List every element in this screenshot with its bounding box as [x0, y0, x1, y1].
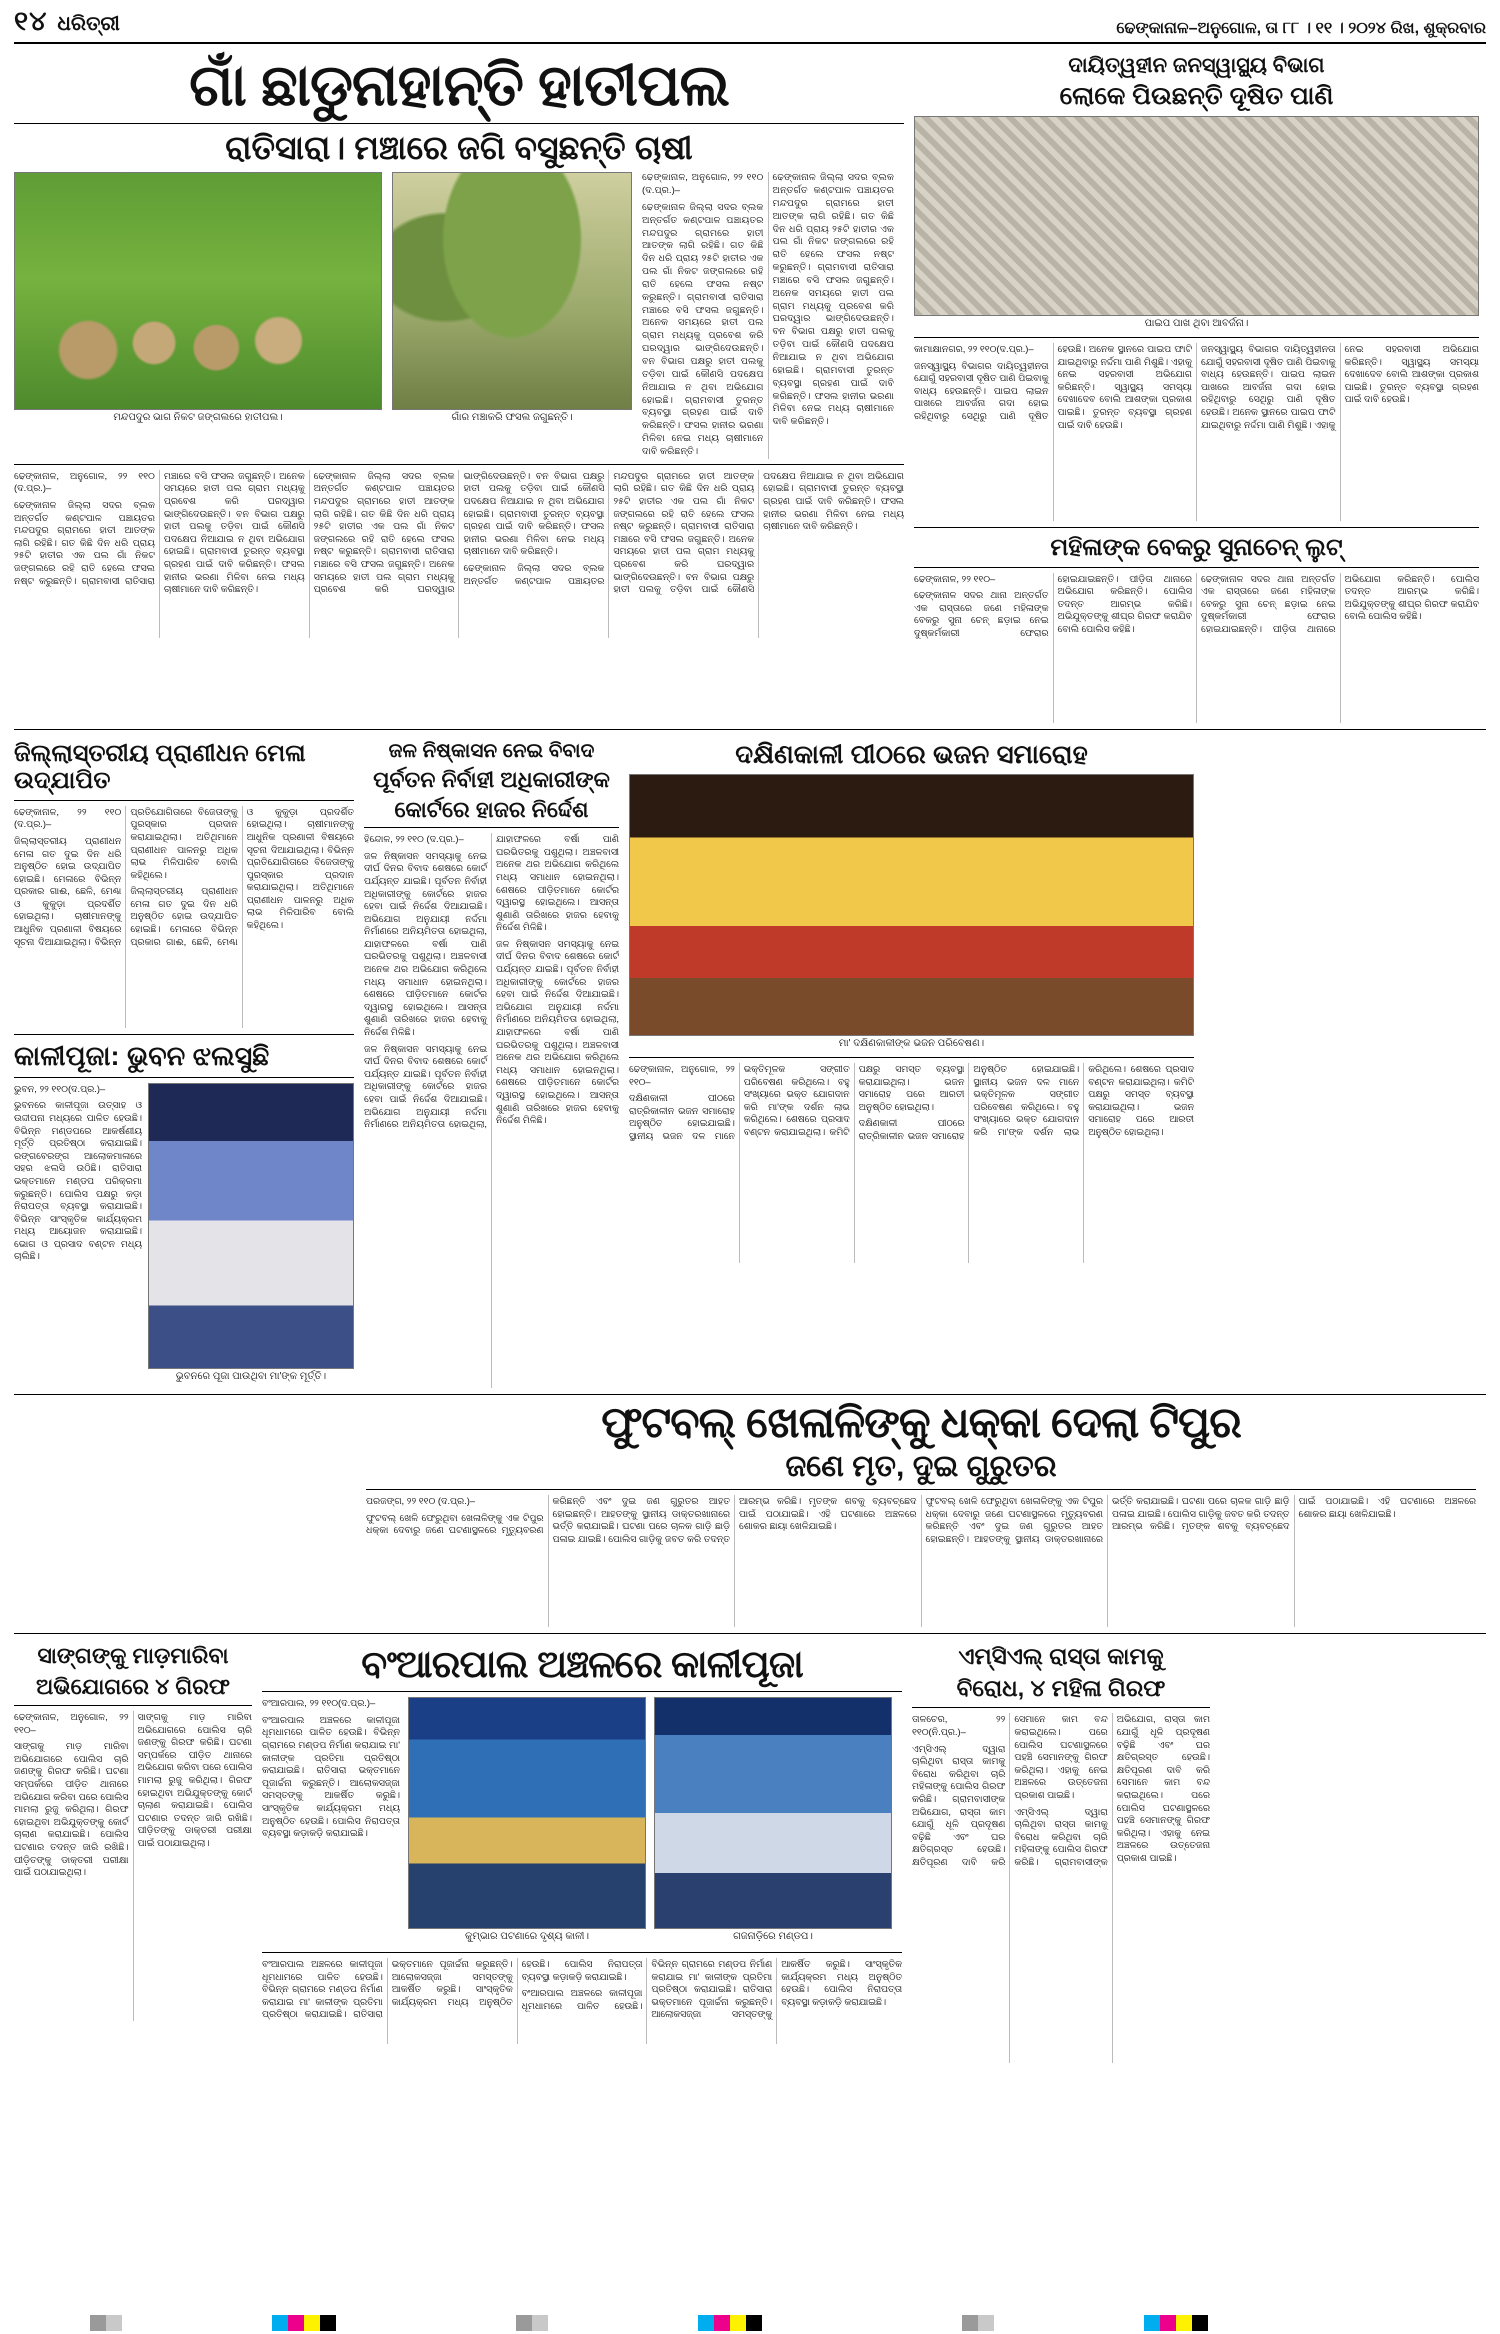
mcl-dateline: ତାଳଚେର, ୨୨ ୧୧୦(ନି.ପ୍ର.)– — [912, 1713, 1006, 1738]
page-number: ୧୪ — [14, 6, 48, 36]
kalipuja-text: ଭୁବନରେ କାଳୀପୂଜା ଉତ୍ସାହ ଓ ଉଦ୍ଦୀପନା ମଧ୍ୟରେ ପାଳିତ ହେଉଛି। ବିଭିନ୍ନ ମଣ୍ଡପରେ ଆକର୍ଷଣୀୟ ମୂର୍ତ୍ତି ପ୍ରତିଷ୍ଠା କରାଯାଇଛି। ରଙ୍ଗବେରଙ୍ଗ ଆଲୋକମାଳାରେ ସହର ଝଲସି ଉଠିଛି। ରାତିସାରା ଭକ୍ତମାନେ ମଣ୍ଡପ ପରିକ୍ରମା କରୁଛନ୍ତି। ପୋଲିସ ପକ୍ଷରୁ କଡ଼ା ନିରାପତ୍ତା ବ୍ୟବସ୍ଥା କରାଯାଇଛି। ବିଭିନ୍ନ ସାଂସ୍କୃତିକ କାର୍ଯ୍ୟକ୍ରମ ମଧ୍ୟ ଆୟୋଜନ କରାଯାଇଛି। ଭୋଗ ଓ ପ୍ରସାଦ ବଣ୍ଟନ ମଧ୍ୟ ଚାଲିଛି। — [14, 1099, 142, 1262]
lead-body-bottom — [14, 470, 904, 638]
banrapal-text: ବଂଆରପାଲ ଅଞ୍ଚଳରେ କାଳୀପୂଜା ଧୂମଧାମରେ ପାଳିତ ହେଉଛି। ବିଭିନ୍ନ ଗ୍ରାମରେ ମଣ୍ଡପ ନିର୍ମାଣ କରାଯାଇ ମା' କାଳୀଙ୍କ ପ୍ରତିମା ପ୍ରତିଷ୍ଠା କରାଯାଇଛି। ରାତିସାରା ଭକ୍ତମାନେ ପୂଜାର୍ଚ୍ଚନା କରୁଛନ୍ତି। ଆଲୋକସଜ୍ଜା ସମସ୍ତଙ୍କୁ ଆକର୍ଷିତ କରୁଛି। ସାଂସ୍କୃତିକ କାର୍ଯ୍ୟକ୍ରମ ମଧ୍ୟ ଅନୁଷ୍ଠିତ ହେଉଛି। ପୋଲିସ ନିରାପତ୍ତା ବ୍ୟବସ୍ଥା କଡ଼ାକଡ଼ି କରାଯାଇଛି। — [262, 1713, 400, 1839]
bhajan-headline: ଦକ୍ଷିଣକାଳୀ ପୀଠରେ ଭଜନ ସମାରୋହ — [735, 738, 1088, 769]
football-text-2: ଫୁଟବଲ୍ ଖେଳି ଫେରୁଥିବା ଖେଳାଳିଙ୍କୁ ଏକ ଟିପୁର ଧକ୍କା ଦେବାରୁ ଜଣେ ଘଟଣାସ୍ଥଳରେ ମୃତ୍ୟୁବରଣ କରିଛନ୍ତି ଏବଂ ଦୁଇ ଜଣ ଗୁରୁତର ଆହତ ହୋଇଛନ୍ତି। ଆହତଙ୍କୁ ସ୍ଥାନୀୟ ଡାକ୍ତରଖାନାରେ ଭର୍ତ୍ତି କରାଯାଇଛି। ଘଟଣା ପରେ ଚାଳକ ଗାଡ଼ି ଛାଡ଼ି ପଳାଇ ଯାଇଛି। ପୋଲିସ ଗାଡ଼ିକୁ ଜବତ କରି ତଦନ୍ତ ଆରମ୍ଭ କରିଛି। ମୃତଙ୍କ ଶବକୁ ବ୍ୟବଚ୍ଛେଦ ପାଇଁ ପଠାଯାଇଛି। ଏହି ଘଟଣାରେ ଅଞ୍ଚଳରେ ଶୋକର ଛାୟା ଖେଳିଯାଇଛି। — [925, 1495, 1476, 1545]
banrapal-dateline: ବଂଆରପାଲ, ୨୨ ୧୧୦(ଦ.ପ୍ର.)– — [262, 1697, 376, 1709]
arrest-headline-2: ଅଭିଯୋଗରେ ୪ ଗିରଫ — [35, 1673, 231, 1699]
banrapal-headline: ବଂଆରପାଲ ଅଞ୍ଚଳରେ କାଳୀପୂଜା — [361, 1644, 803, 1687]
bhajan-story — [629, 736, 1194, 1389]
lead-body-par-1: ଢେଙ୍କାନାଳ ଜିଲ୍ଲା ସଦର ବ୍ଲକ ଅନ୍ତର୍ଗତ କଣ୍ଟପାଳ ପଞ୍ଚାୟତର ମନ୍ଦପଦୁର ଗ୍ରାମରେ ହାତୀ ଆତଙ୍କ ଲାଗି ରହିଛି। ଗତ କିଛି ଦିନ ଧରି ପ୍ରାୟ ୨୫ଟି ହାତୀର ଏକ ପଲ ଗାଁ ନିକଟ ଜଙ୍ଗଲରେ ରହି ରାତି ହେଲେ ଫସଲ ନଷ୍ଟ କରୁଛନ୍ତି। ଗ୍ରାମବାସୀ ରାତିସାରା ମଞ୍ଚାରେ ବସି ଫସଲ ଜଗୁଛନ୍ତି। ଅନେକ ସମୟରେ ହାତୀ ପଲ ଗ୍ରାମ ମଧ୍ୟକୁ ପ୍ରବେଶ କରି ଘରଦ୍ୱାର ଭାଙ୍ଗିଦେଉଛନ୍ତି। ବନ ବିଭାଗ ପକ୍ଷରୁ ହାତୀ ପଲକୁ ତଡ଼ିବା ପାଇଁ କୌଣସି ପଦକ୍ଷେପ ନିଆଯାଇ ନ ଥିବା ଅଭିଯୋଗ ହୋଇଛି। ଗ୍ରାମବାସୀ ତୁରନ୍ତ ବ୍ୟବସ୍ଥା ଗ୍ରହଣ ପାଇଁ ଦାବି କରିଛନ୍ତି। ଫସଲ ହାନୀର ଭରଣା ମିଳିବା ନେଇ ମଧ୍ୟ ଚାଷୀମାନେ ଦାବି କରିଛନ୍ତି। — [14, 469, 305, 595]
bhajan-body — [629, 1063, 1194, 1263]
arrest-text-2: ସାଙ୍ଗକୁ ମାଡ଼ ମାରିବା ଅଭିଯୋଗରେ ପୋଲିସ ଚାରି ଜଣଙ୍କୁ ଗିରଫ କରିଛି। ଘଟଣା ସମ୍ପର୍କରେ ପୀଡ଼ିତ ଥାନାରେ ଅଭିଯୋଗ କରିବା ପରେ ପୋଲିସ ମାମଲା ରୁଜୁ କରିଥିଲା। ଗିରଫ ହୋଇଥିବା ଅଭିଯୁକ୍ତଙ୍କୁ କୋର୍ଟ ଚାଲାଣ କରାଯାଇଛି। ପୋଲିସ ଘଟଣାର ତଦନ୍ତ ଜାରି ରଖିଛି। ପୀଡ଼ିତଙ୍କୁ ଡାକ୍ତରୀ ପରୀକ୍ଷା ପାଇଁ ପଠାଯାଇଥିଲା। — [137, 1711, 252, 1848]
arrest-body — [14, 1711, 252, 2021]
bhajan-dateline: ଢେଙ୍କାନାଳ, ଅନୁଗୋଳ, ୨୨ ୧୧୦– — [629, 1064, 735, 1087]
court-headline-1: ଜଳ ନିଷ୍କାସନ ନେଇ ବିବାଦ — [388, 739, 595, 762]
lead-dateline-2: ଢେଙ୍କାନାଳ, ଅନୁଗୋଳ, ୨୨ ୧୧୦ (ଦ.ପ୍ର.)– — [14, 469, 155, 494]
football-dateline: ପରଜଙ୍ଗ, ୨୨ ୧୧୦ (ଦ.ପ୍ର.)– — [366, 1495, 476, 1507]
arrest-story — [14, 1640, 252, 2063]
court-headline-2: ପୂର୍ବତନ ନିର୍ବାହୀ ଅଧିକାରୀଙ୍କ — [373, 766, 610, 792]
water-headline-1: ଦାୟିତ୍ୱହୀନ ଜନସ୍ୱାସ୍ଥ୍ୟ ବିଭାଗ — [1068, 54, 1325, 77]
lead-body-par-3: ଢେଙ୍କାନାଳ ଜିଲ୍ଲା ସଦର ବ୍ଲକ ଅନ୍ତର୍ଗତ କଣ୍ଟପାଳ ପଞ୍ଚାୟତର ମନ୍ଦପଦୁର ଗ୍ରାମରେ ହାତୀ ଆତଙ୍କ ଲାଗି ରହିଛି। ଗତ କିଛି ଦିନ ଧରି ପ୍ରାୟ ୨୫ଟି ହାତୀର ଏକ ପଲ ଗାଁ ନିକଟ ଜଙ୍ଗଲରେ ରହି ରାତି ହେଲେ ଫସଲ ନଷ୍ଟ କରୁଛନ୍ତି। ଗ୍ରାମବାସୀ ରାତିସାରା ମଞ୍ଚାରେ ବସି ଫସଲ ଜଗୁଛନ୍ତି। ଅନେକ ସମୟରେ ହାତୀ ପଲ ଗ୍ରାମ ମଧ୍ୟକୁ ପ୍ରବେଶ କରି ଘରଦ୍ୱାର ଭାଙ୍ଗିଦେଉଛନ୍ତି। ବନ ବିଭାଗ ପକ୍ଷରୁ ହାତୀ ପଲକୁ ତଡ଼ିବା ପାଇଁ କୌଣସି ପଦକ୍ଷେପ ନିଆଯାଇ ନ ଥିବା ଅଭିଯୋଗ ହୋଇଛି। ଗ୍ରାମବାସୀ ତୁରନ୍ତ ବ୍ୟବସ୍ଥା ଗ୍ରହଣ ପାଇଁ ଦାବି କରିଛନ୍ତି। ଫସଲ ହାନୀର ଭରଣା ମିଳିବା ନେଇ ମଧ୍ୟ ଚାଷୀମାନେ ଦାବି କରିଛନ୍ତି। — [463, 469, 904, 595]
water-text-2: ଜନସ୍ୱାସ୍ଥ୍ୟ ବିଭାଗର ଦାୟିତ୍ୱହୀନତା ଯୋଗୁଁ ସହରବାସୀ ଦୂଷିତ ପାଣି ପିଇବାକୁ ବାଧ୍ୟ ହେଉଛନ୍ତି। ପାଇପ ଲାଇନ ପାଖରେ ଆବର୍ଜନା ଗଦା ହୋଇ ରହିଥିବାରୁ ସେଥିରୁ ପାଣି ଦୂଷିତ ହେଉଛି। ଅନେକ ସ୍ଥାନରେ ପାଇପ ଫାଟି ଯାଇଥିବାରୁ ନର୍ଦ୍ଦମା ପାଣି ମିଶୁଛି। ଏହାକୁ ନେଇ ସହରବାସୀ ଅଭିଯୋଗ କରିଛନ୍ତି। ସ୍ୱାସ୍ଥ୍ୟ ସମସ୍ୟା ଦେଖାଦେବ ବୋଲି ଆଶଙ୍କା ପ୍ରକାଶ ପାଇଛି। ତୁରନ୍ତ ବ୍ୟବସ୍ଥା ଗ୍ରହଣ ପାଇଁ ଦାବି ହେଉଛି। — [1201, 342, 1479, 430]
photo-kali-caption: ଭୁବନରେ ପୂଜା ପାଉଥିବା ମା'ଙ୍କ ମୂର୍ତ୍ତି। — [175, 1370, 327, 1382]
football-subhead: ଜଣେ ମୃତ, ଦୁଇ ଗୁରୁତର — [785, 1450, 1057, 1484]
water-text-1: ଜନସ୍ୱାସ୍ଥ୍ୟ ବିଭାଗର ଦାୟିତ୍ୱହୀନତା ଯୋଗୁଁ ସହରବାସୀ ଦୂଷିତ ପାଣି ପିଇବାକୁ ବାଧ୍ୟ ହେଉଛନ୍ତି। ପାଇପ ଲାଇନ ପାଖରେ ଆବର୍ଜନା ଗଦା ହୋଇ ରହିଥିବାରୁ ସେଥିରୁ ପାଣି ଦୂଷିତ ହେଉଛି। ଅନେକ ସ୍ଥାନରେ ପାଇପ ଫାଟି ଯାଇଥିବାରୁ ନର୍ଦ୍ଦମା ପାଣି ମିଶୁଛି। ଏହାକୁ ନେଇ ସହରବାସୀ ଅଭିଯୋଗ କରିଛନ୍ତି। ସ୍ୱାସ୍ଥ୍ୟ ସମସ୍ୟା ଦେଖାଦେବ ବୋଲି ଆଶଙ୍କା ପ୍ରକାଶ ପାଇଛି। ତୁରନ୍ତ ବ୍ୟବସ୍ଥା ଗ୍ରହଣ ପାଇଁ ଦାବି ହେଉଛି। — [914, 342, 1192, 430]
lead-subhead: ରାତିସାରା। ମଞ୍ଚାରେ ଜଗି ବସୁଛନ୍ତି ଚାଷୀ — [225, 128, 693, 166]
water-headline-2: ଲୋକେ ପିଉଛନ୍ତି ଦୂଷିତ ପାଣି — [1059, 82, 1334, 111]
court-text-2: ଜଳ ନିଷ୍କାସନ ସମସ୍ୟାକୁ ନେଇ ଦୀର୍ଘ ଦିନର ବିବାଦ ଶେଷରେ କୋର୍ଟ ପର୍ଯ୍ୟନ୍ତ ଯାଇଛି। ପୂର୍ବତନ ନିର୍ବାହୀ ଅଧିକାରୀଙ୍କୁ କୋର୍ଟରେ ହାଜର ହେବା ପାଇଁ ନିର୍ଦ୍ଦେଶ ଦିଆଯାଇଛି। ଅଭିଯୋଗ ଅନୁଯାୟୀ ନର୍ଦ୍ଦମା ନିର୍ମାଣରେ ଅନିୟମିତତା ହୋଇଥିଲା, ଯାହାଫଳରେ ବର୍ଷା ପାଣି ଘରଭିତରକୁ ପଶୁଥିଲା। ଅଞ୍ଚଳବାସୀ ଅନେକ ଥର ଅଭିଯୋଗ କରିଥିଲେ ମଧ୍ୟ ସମାଧାନ ହୋଇନଥିଲା। ଶେଷରେ ପୀଡ଼ିତମାନେ କୋର୍ଟର ଦ୍ୱାରସ୍ଥ ହୋଇଥିଲେ। ଆସନ୍ତା ଶୁଣାଣି ତାରିଖରେ ହାଜର ହେବାକୁ ନିର୍ଦ୍ଦେଶ ମିଳିଛି। — [364, 833, 619, 1130]
gold-dateline: ଢେଙ୍କାନାଳ, ୨୨ ୧୧୦– — [914, 572, 996, 584]
lead-story — [14, 50, 904, 723]
gold-body — [914, 573, 1479, 723]
court-story — [364, 736, 619, 1389]
lead-body-top — [642, 172, 894, 459]
mcl-headline-2: ବିରୋଧ, ୪ ମହିଳା ଗିରଫ — [956, 1674, 1166, 1701]
arrest-headline-1: ସାଙ୍ଗଙ୍କୁ ମାଡ଼ମାରିବା — [37, 1643, 229, 1669]
reg-group-5 — [962, 2315, 994, 2331]
kalipuja-dateline: ଭୁବନ, ୨୨ ୧୧୦(ଦ.ପ୍ର.)– — [14, 1082, 106, 1094]
mcl-headline-1: ଏମ୍‌ସିଏଲ୍ ରାସ୍ତା କାମକୁ — [958, 1643, 1164, 1670]
arrest-dateline: ଢେଙ୍କାନାଳ, ଅନୁଗୋଳ, ୨୨ ୧୧୦– — [14, 1711, 129, 1735]
lead-dateline: ଢେଙ୍କାନାଳ, ଅନୁଗୋଳ, ୨୨ ୧୧୦ (ଦ.ପ୍ର.)– — [642, 172, 764, 197]
reg-group-3 — [516, 2315, 548, 2331]
photo-bhajan-caption: ମା' ଦକ୍ଷିଣକାଳୀଙ୍କ ଭଜନ ପରିବେଷଣ। — [838, 1038, 985, 1050]
lead-headline: ଗାଁ ଛାଡୁନାହାନ୍ତି ହାତୀପଲ — [189, 53, 729, 118]
banrapal-story — [262, 1640, 902, 2063]
reg-group-2 — [272, 2315, 336, 2331]
photo-idol2-caption: ଗଜନାଡ଼ିରେ ମଣ୍ଡପ। — [733, 1931, 813, 1943]
photo-idol1-caption: କୁମ୍ଭାର ପଟଣାରେ ଦୃଶ୍ୟ କାଳୀ। — [465, 1931, 589, 1943]
water-body — [914, 343, 1479, 521]
reg-group-6 — [1144, 2315, 1208, 2331]
fair-body — [14, 806, 354, 1028]
middle-block — [14, 736, 1486, 1389]
photo-bhajan — [629, 774, 1194, 1036]
reg-group-1 — [90, 2315, 122, 2331]
football-headline: ଫୁଟବଲ୍ ଖେଳାଳିଙ୍କୁ ଧକ୍କା ଦେଲା ଟିପୁର — [601, 1399, 1241, 1448]
football-body — [366, 1495, 1476, 1627]
banrapal-body-bottom — [262, 1958, 902, 2044]
publication-logo: ଧରିତ୍ରୀ — [57, 13, 120, 35]
photo-elephants-caption: ମନ୍ଦପଦୁର ଭାଗ ନିକଟ ଜଙ୍ଗଲରେ ହାତୀପଲ। — [113, 412, 283, 424]
court-text-1: ଜଳ ନିଷ୍କାସନ ସମସ୍ୟାକୁ ନେଇ ଦୀର୍ଘ ଦିନର ବିବାଦ ଶେଷରେ କୋର୍ଟ ପର୍ଯ୍ୟନ୍ତ ଯାଇଛି। ପୂର୍ବତନ ନିର୍ବାହୀ ଅଧିକାରୀଙ୍କୁ କୋର୍ଟରେ ହାଜର ହେବା ପାଇଁ ନିର୍ଦ୍ଦେଶ ଦିଆଯାଇଛି। ଅଭିଯୋଗ ଅନୁଯାୟୀ ନର୍ଦ୍ଦମା ନିର୍ମାଣରେ ଅନିୟମିତତା ହୋଇଥିଲା, ଯାହାଫଳରେ ବର୍ଷା ପାଣି ଘରଭିତରକୁ ପଶୁଥିଲା। ଅଞ୍ଚଳବାସୀ ଅନେକ ଥର ଅଭିଯୋଗ କରିଥିଲେ ମଧ୍ୟ ସମାଧାନ ହୋଇନଥିଲା। ଶେଷରେ ପୀଡ଼ିତମାନେ କୋର୍ଟର ଦ୍ୱାରସ୍ଥ ହୋଇଥିଲେ। ଆସନ୍ତା ଶୁଣାଣି ତାରିଖରେ ହାଜର ହେବାକୁ ନିର୍ଦ୍ଦେଶ ମିଳିଛି। — [364, 849, 487, 1038]
mcl-text-1: ଏମ୍‌ସିଏଲ୍ ଦ୍ୱାରା ଚାଲିଥିବା ରାସ୍ତା କାମକୁ ବିରୋଧ କରିଥିବା ଚାରି ମହିଳାଙ୍କୁ ପୋଲିସ ଗିରଫ କରିଛି। ଗ୍ରାମବାସୀଙ୍କ ଅଭିଯୋଗ, ରାସ୍ତା କାମ ଯୋଗୁଁ ଧୂଳି ପ୍ରଦୂଷଣ ବଢ଼ିଛି ଏବଂ ଘର କ୍ଷତିଗ୍ରସ୍ତ ହେଉଛି। କ୍ଷତିପୂରଣ ଦାବି କରି ସେମାନେ କାମ ବନ୍ଦ କରାଇଥିଲେ। ପରେ ପୋଲିସ ଘଟଣାସ୍ଥଳରେ ପହଞ୍ଚି ସେମାନଙ୍କୁ ଗିରଫ କରିଥିଲା। ଏହାକୁ ନେଇ ଅଞ୍ଚଳରେ ଉତ୍ତେଜନା ପ୍ରକାଶ ପାଇଛି। — [912, 1713, 1108, 1867]
photo-idol-gajanadi — [654, 1697, 892, 1929]
photo-kali-idol — [148, 1083, 354, 1369]
masthead-dateline: ଢେଙ୍କାନାଳ–ଅନୁଗୋଳ, ତା ୮୮ । ୧୧ । ୨୦୨୪ ରିଖ, ଶୁକ୍ରବାର — [1116, 20, 1486, 37]
gold-text-2: ଢେଙ୍କାନାଳ ସଦର ଥାନା ଅନ୍ତର୍ଗତ ଏକ ରାସ୍ତାରେ ଜଣେ ମହିଳାଙ୍କ ବେକରୁ ସୁନା ଚେନ୍ ଛଡ଼ାଇ ନେଇ ଦୁଷ୍କର୍ମକାରୀ ଫେରାର ହୋଇଯାଇଛନ୍ତି। ପୀଡ଼ିତା ଥାନାରେ ଅଭିଯୋଗ କରିଛନ୍ତି। ପୋଲିସ ତଦନ୍ତ ଆରମ୍ଭ କରିଛି। ଅଭିଯୁକ୍ତଙ୍କୁ ଶୀଘ୍ର ଗିରଫ କରାଯିବ ବୋଲି ପୋଲିସ କହିଛି। — [1201, 572, 1479, 634]
photo-garbage-caption: ପାଇପ ପାଖ ଥିବା ଆବର୍ଜନା। — [1144, 317, 1249, 329]
photo-idol-kumbhar — [408, 1697, 646, 1929]
photo-tree-caption: ଗାଁର ମଞ୍ଚାକରି ଫସଲ ଜଗୁଛନ୍ତି। — [451, 412, 573, 424]
photo-garbage — [914, 116, 1479, 316]
banrapal-body — [262, 1697, 400, 1947]
fair-headline: ଜିଲ୍ଲାସ୍ତରୀୟ ପ୍ରାଣୀଧନ ମେଳା ଉଦ୍ଯାପିତ — [14, 739, 306, 795]
lead-body-par-2: ଢେଙ୍କାନାଳ ଜିଲ୍ଲା ସଦର ବ୍ଲକ ଅନ୍ତର୍ଗତ କଣ୍ଟପାଳ ପଞ୍ଚାୟତର ମନ୍ଦପଦୁର ଗ୍ରାମରେ ହାତୀ ଆତଙ୍କ ଲାଗି ରହିଛି। ଗତ କିଛି ଦିନ ଧରି ପ୍ରାୟ ୨୫ଟି ହାତୀର ଏକ ପଲ ଗାଁ ନିକଟ ଜଙ୍ଗଲରେ ରହି ରାତି ହେଲେ ଫସଲ ନଷ୍ଟ କରୁଛନ୍ତି। ଗ୍ରାମବାସୀ ରାତିସାରା ମଞ୍ଚାରେ ବସି ଫସଲ ଜଗୁଛନ୍ତି। ଅନେକ ସମୟରେ ହାତୀ ପଲ ଗ୍ରାମ ମଧ୍ୟକୁ ପ୍ରବେଶ କରି ଘରଦ୍ୱାର ଭାଙ୍ଗିଦେଉଛନ୍ତି। ବନ ବିଭାଗ ପକ୍ଷରୁ ହାତୀ ପଲକୁ ତଡ଼ିବା ପାଇଁ କୌଣସି ପଦକ୍ଷେପ ନିଆଯାଇ ନ ଥିବା ଅଭିଯୋଗ ହୋଇଛି। ଗ୍ରାମବାସୀ ତୁରନ୍ତ ବ୍ୟବସ୍ଥା ଗ୍ରହଣ ପାଇଁ ଦାବି କରିଛନ୍ତି। ଫସଲ ହାନୀର ଭରଣା ମିଳିବା ନେଇ ମଧ୍ୟ ଚାଷୀମାନେ ଦାବି କରିଛନ୍ତି। — [313, 469, 605, 595]
bottom-block — [14, 1640, 1486, 2063]
bhajan-text-2: ଦକ୍ଷିଣକାଳୀ ପୀଠରେ ରାତ୍ରିକାଳୀନ ଭଜନ ସମାରୋହ ଅନୁଷ୍ଠିତ ହୋଇଯାଇଛି। ସ୍ଥାନୀୟ ଭଜନ ଦଳ ମାନେ ଭକ୍ତିମୂଳକ ସଙ୍ଗୀତ ପରିବେଷଣ କରିଥିଲେ। ବହୁ ସଂଖ୍ୟାରେ ଭକ୍ତ ଯୋଗଦାନ କରି ମା'ଙ୍କ ଦର୍ଶନ ଲାଭ କରିଥିଲେ। ଶେଷରେ ପ୍ରସାଦ ବଣ୍ଟନ କରାଯାଇଥିଲା। କମିଟି ପକ୍ଷରୁ ସମସ୍ତ ବ୍ୟବସ୍ଥା କରାଯାଇଥିଲା। ଭଜନ ସମାରୋହ ପରେ ଆରତୀ ଅନୁଷ୍ଠିତ ହୋଇଥିଲା। — [858, 1064, 1194, 1141]
court-headline-3: କୋର୍ଟରେ ହାଜର ନିର୍ଦ୍ଦେଶ — [394, 796, 589, 822]
mcl-body — [912, 1713, 1210, 2063]
banrapal-text-b2: ବଂଆରପାଲ ଅଞ୍ଚଳରେ କାଳୀପୂଜା ଧୂମଧାମରେ ପାଳିତ ହେଉଛି। ବିଭିନ୍ନ ଗ୍ରାମରେ ମଣ୍ଡପ ନିର୍ମାଣ କରାଯାଇ ମା' କାଳୀଙ୍କ ପ୍ରତିମା ପ୍ରତିଷ୍ଠା କରାଯାଇଛି। ରାତିସାରା ଭକ୍ତମାନେ ପୂଜାର୍ଚ୍ଚନା କରୁଛନ୍ତି। ଆଲୋକସଜ୍ଜା ସମସ୍ତଙ୍କୁ ଆକର୍ଷିତ କରୁଛି। ସାଂସ୍କୃତିକ କାର୍ଯ୍ୟକ୍ରମ ମଧ୍ୟ ଅନୁଷ୍ଠିତ ହେଉଛି। ପୋଲିସ ନିରାପତ୍ତା ବ୍ୟବସ୍ଥା କଡ଼ାକଡ଼ି କରାଯାଇଛି। — [521, 1959, 902, 2019]
kalipuja-body — [14, 1083, 142, 1383]
arrest-text-1: ସାଙ୍ଗକୁ ମାଡ଼ ମାରିବା ଅଭିଯୋଗରେ ପୋଲିସ ଚାରି ଜଣଙ୍କୁ ଗିରଫ କରିଛି। ଘଟଣା ସମ୍ପର୍କରେ ପୀଡ଼ିତ ଥାନାରେ ଅଭିଯୋଗ କରିବା ପରେ ପୋଲିସ ମାମଲା ରୁଜୁ କରିଥିଲା। ଗିରଫ ହୋଇଥିବା ଅଭିଯୁକ୍ତଙ୍କୁ କୋର୍ଟ ଚାଲାଣ କରାଯାଇଛି। ପୋଲିସ ଘଟଣାର ତଦନ୍ତ ଜାରି ରଖିଛି। ପୀଡ଼ିତଙ୍କୁ ଡାକ୍ତରୀ ପରୀକ୍ଷା ପାଇଁ ପଠାଯାଇଥିଲା। — [14, 1740, 129, 1878]
gold-headline: ମହିଳାଙ୍କ ବେକରୁ ସୁନାଚେନ୍ ଲୁଟ୍ — [1050, 533, 1343, 561]
photo-elephants — [14, 172, 382, 410]
bhajan-text-1: ଦକ୍ଷିଣକାଳୀ ପୀଠରେ ରାତ୍ରିକାଳୀନ ଭଜନ ସମାରୋହ ଅନୁଷ୍ଠିତ ହୋଇଯାଇଛି। ସ୍ଥାନୀୟ ଭଜନ ଦଳ ମାନେ ଭକ୍ତିମୂଳକ ସଙ୍ଗୀତ ପରିବେଷଣ କରିଥିଲେ। ବହୁ ସଂଖ୍ୟାରେ ଭକ୍ତ ଯୋଗଦାନ କରି ମା'ଙ୍କ ଦର୍ଶନ ଲାଭ କରିଥିଲେ। ଶେଷରେ ପ୍ରସାଦ ବଣ୍ଟନ କରାଯାଇଥିଲା। କମିଟି ପକ୍ଷରୁ ସମସ୍ତ ବ୍ୟବସ୍ଥା କରାଯାଇଥିଲା। ଭଜନ ସମାରୋହ ପରେ ଆରତୀ ଅନୁଷ୍ଠିତ ହୋଇଥିଲା। — [629, 1064, 965, 1141]
fair-text-1: ଜିଲ୍ଲାସ୍ତରୀୟ ପ୍ରାଣୀଧନ ମେଳା ଗତ ଦୁଇ ଦିନ ଧରି ଅନୁଷ୍ଠିତ ହୋଇ ଉଦ୍ଯାପିତ ହୋଇଛି। ମେଳାରେ ବିଭିନ୍ନ ପ୍ରକାର ଗାଈ, ଛେଳି, ମେଣ୍ଢା ଓ କୁକୁଡ଼ା ପ୍ରଦର୍ଶିତ ହୋଇଥିଲା। ଚାଷୀମାନଙ୍କୁ ଆଧୁନିକ ପ୍ରଣାଳୀ ବିଷୟରେ ସୂଚନା ଦିଆଯାଇଥିଲା। ବିଭିନ୍ନ ପ୍ରତିଯୋଗିତାରେ ବିଜେତାଙ୍କୁ ପୁରସ୍କାର ପ୍ରଦାନ କରାଯାଇଥିଲା। ଅତିଥିମାନେ ପ୍ରାଣୀଧନ ପାଳନରୁ ଅଧିକ ଲାଭ ମିଳିପାରିବ ବୋଲି କହିଥିଲେ। — [14, 805, 238, 947]
football-story — [366, 1401, 1476, 1627]
football-text-1: ଫୁଟବଲ୍ ଖେଳି ଫେରୁଥିବା ଖେଳାଳିଙ୍କୁ ଏକ ଟିପୁର ଧକ୍କା ଦେବାରୁ ଜଣେ ଘଟଣାସ୍ଥଳରେ ମୃତ୍ୟୁବରଣ କରିଛନ୍ତି ଏବଂ ଦୁଇ ଜଣ ଗୁରୁତର ଆହତ ହୋଇଛନ୍ତି। ଆହତଙ୍କୁ ସ୍ଥାନୀୟ ଡାକ୍ତରଖାନାରେ ଭର୍ତ୍ତି କରାଯାଇଛି। ଘଟଣା ପରେ ଚାଳକ ଗାଡ଼ି ଛାଡ଼ି ପଳାଇ ଯାଇଛି। ପୋଲିସ ଗାଡ଼ିକୁ ଜବତ କରି ତଦନ୍ତ ଆରମ୍ଭ କରିଛି। ମୃତଙ୍କ ଶବକୁ ବ୍ୟବଚ୍ଛେଦ ପାଇଁ ପଠାଯାଇଛି। ଏହି ଘଟଣାରେ ଅଞ୍ଚଳରେ ଶୋକର ଛାୟା ଖେଳିଯାଇଛି। — [366, 1495, 917, 1545]
masthead-left — [14, 6, 120, 38]
court-body — [364, 833, 619, 1388]
banrapal-text-b1: ବଂଆରପାଲ ଅଞ୍ଚଳରେ କାଳୀପୂଜା ଧୂମଧାମରେ ପାଳିତ ହେଉଛି। ବିଭିନ୍ନ ଗ୍ରାମରେ ମଣ୍ଡପ ନିର୍ମାଣ କରାଯାଇ ମା' କାଳୀଙ୍କ ପ୍ରତିମା ପ୍ରତିଷ୍ଠା କରାଯାଇଛି। ରାତିସାରା ଭକ୍ତମାନେ ପୂଜାର୍ଚ୍ଚନା କରୁଛନ୍ତି। ଆଲୋକସଜ୍ଜା ସମସ୍ତଙ୍କୁ ଆକର୍ଷିତ କରୁଛି। ସାଂସ୍କୃତିକ କାର୍ଯ୍ୟକ୍ରମ ମଧ୍ୟ ଅନୁଷ୍ଠିତ ହେଉଛି। ପୋଲିସ ନିରାପତ୍ତା ବ୍ୟବସ୍ଥା କଡ଼ାକଡ଼ି କରାଯାଇଛି। — [262, 1959, 643, 2019]
court-dateline: ହିନ୍ଦୋଳ, ୨୨ ୧୧୦ (ଦ.ପ୍ର.)– — [364, 833, 464, 845]
fair-dateline: ଢେଙ୍କାନାଳ, ୨୨ ୧୧୦ (ଦ.ପ୍ର.)– — [14, 805, 122, 830]
lead-text-a: ଢେଙ୍କାନାଳ ଜିଲ୍ଲା ସଦର ବ୍ଲକ ଅନ୍ତର୍ଗତ କଣ୍ଟପାଳ ପଞ୍ଚାୟତର ମନ୍ଦପଦୁର ଗ୍ରାମରେ ହାତୀ ଆତଙ୍କ ଲାଗି ରହିଛି। ଗତ କିଛି ଦିନ ଧରି ପ୍ରାୟ ୨୫ଟି ହାତୀର ଏକ ପଲ ଗାଁ ନିକଟ ଜଙ୍ଗଲରେ ରହି ରାତି ହେଲେ ଫସଲ ନଷ୍ଟ କରୁଛନ୍ତି। ଗ୍ରାମବାସୀ ରାତିସାରା ମଞ୍ଚାରେ ବସି ଫସଲ ଜଗୁଛନ୍ତି। ଅନେକ ସମୟରେ ହାତୀ ପଲ ଗ୍ରାମ ମଧ୍ୟକୁ ପ୍ରବେଶ କରି ଘରଦ୍ୱାର ଭାଙ୍ଗିଦେଉଛନ୍ତି। ବନ ବିଭାଗ ପକ୍ଷରୁ ହାତୀ ପଲକୁ ତଡ଼ିବା ପାଇଁ କୌଣସି ପଦକ୍ଷେପ ନିଆଯାଇ ନ ଥିବା ଅଭିଯୋଗ ହୋଇଛି। ଗ୍ରାମବାସୀ ତୁରନ୍ତ ବ୍ୟବସ୍ଥା ଗ୍ରହଣ ପାଇଁ ଦାବି କରିଛନ୍ତି। ଫସଲ ହାନୀର ଭରଣା ମିଳିବା ନେଇ ମଧ୍ୟ ଚାଷୀମାନେ ଦାବି କରିଛନ୍ତି। — [642, 201, 764, 457]
kalipuja-headline: କାଳୀପୂଜା: ଭୁବନ ଝଲସୁଛି — [14, 1040, 270, 1071]
mcl-story — [912, 1640, 1210, 2063]
reg-group-4 — [698, 2315, 762, 2331]
water-dateline: କାମାକ୍ଷାନଗର, ୨୨ ୧୧୦(ଦ.ପ୍ର.)– — [914, 342, 1034, 354]
top-block — [14, 50, 1486, 723]
photo-tree-machan — [392, 172, 632, 410]
fair-story — [14, 736, 354, 1389]
lead-text-b: ଢେଙ୍କାନାଳ ଜିଲ୍ଲା ସଦର ବ୍ଲକ ଅନ୍ତର୍ଗତ କଣ୍ଟପାଳ ପଞ୍ଚାୟତର ମନ୍ଦପଦୁର ଗ୍ରାମରେ ହାତୀ ଆତଙ୍କ ଲାଗି ରହିଛି। ଗତ କିଛି ଦିନ ଧରି ପ୍ରାୟ ୨୫ଟି ହାତୀର ଏକ ପଲ ଗାଁ ନିକଟ ଜଙ୍ଗଲରେ ରହି ରାତି ହେଲେ ଫସଲ ନଷ୍ଟ କରୁଛନ୍ତି। ଗ୍ରାମବାସୀ ରାତିସାରା ମଞ୍ଚାରେ ବସି ଫସଲ ଜଗୁଛନ୍ତି। ଅନେକ ସମୟରେ ହାତୀ ପଲ ଗ୍ରାମ ମଧ୍ୟକୁ ପ୍ରବେଶ କରି ଘରଦ୍ୱାର ଭାଙ୍ଗିଦେଉଛନ୍ତି। ବନ ବିଭାଗ ପକ୍ଷରୁ ହାତୀ ପଲକୁ ତଡ଼ିବା ପାଇଁ କୌଣସି ପଦକ୍ଷେପ ନିଆଯାଇ ନ ଥିବା ଅଭିଯୋଗ ହୋଇଛି। ଗ୍ରାମବାସୀ ତୁରନ୍ତ ବ୍ୟବସ୍ଥା ଗ୍ରହଣ ପାଇଁ ଦାବି କରିଛନ୍ତି। ଫସଲ ହାନୀର ଭରଣା ମିଳିବା ନେଇ ମଧ୍ୟ ଚାଷୀମାନେ ଦାବି କରିଛନ୍ତି। — [772, 172, 894, 428]
masthead — [14, 6, 1486, 44]
right-top-block — [914, 50, 1479, 723]
court-text-3: ଜଳ ନିଷ୍କାସନ ସମସ୍ୟାକୁ ନେଇ ଦୀର୍ଘ ଦିନର ବିବାଦ ଶେଷରେ କୋର୍ଟ ପର୍ଯ୍ୟନ୍ତ ଯାଇଛି। ପୂର୍ବତନ ନିର୍ବାହୀ ଅଧିକାରୀଙ୍କୁ କୋର୍ଟରେ ହାଜର ହେବା ପାଇଁ ନିର୍ଦ୍ଦେଶ ଦିଆଯାଇଛି। ଅଭିଯୋଗ ଅନୁଯାୟୀ ନର୍ଦ୍ଦମା ନିର୍ମାଣରେ ଅନିୟମିତତା ହୋଇଥିଲା, ଯାହାଫଳରେ ବର୍ଷା ପାଣି ଘରଭିତରକୁ ପଶୁଥିଲା। ଅଞ୍ଚଳବାସୀ ଅନେକ ଥର ଅଭିଯୋଗ କରିଥିଲେ ମଧ୍ୟ ସମାଧାନ ହୋଇନଥିଲା। ଶେଷରେ ପୀଡ଼ିତମାନେ କୋର୍ଟର ଦ୍ୱାରସ୍ଥ ହୋଇଥିଲେ। ଆସନ୍ତା ଶୁଣାଣି ତାରିଖରେ ହାଜର ହେବାକୁ ନିର୍ଦ୍ଦେଶ ମିଳିଛି। — [496, 937, 619, 1126]
print-registration-bar — [0, 2312, 1500, 2334]
fair-text-2: ଜିଲ୍ଲାସ୍ତରୀୟ ପ୍ରାଣୀଧନ ମେଳା ଗତ ଦୁଇ ଦିନ ଧରି ଅନୁଷ୍ଠିତ ହୋଇ ଉଦ୍ଯାପିତ ହୋଇଛି। ମେଳାରେ ବିଭିନ୍ନ ପ୍ରକାର ଗାଈ, ଛେଳି, ମେଣ୍ଢା ଓ କୁକୁଡ଼ା ପ୍ରଦର୍ଶିତ ହୋଇଥିଲା। ଚାଷୀମାନଙ୍କୁ ଆଧୁନିକ ପ୍ରଣାଳୀ ବିଷୟରେ ସୂଚନା ଦିଆଯାଇଥିଲା। ବିଭିନ୍ନ ପ୍ରତିଯୋଗିତାରେ ବିଜେତାଙ୍କୁ ପୁରସ୍କାର ପ୍ରଦାନ କରାଯାଇଥିଲା। ଅତିଥିମାନେ ପ୍ରାଣୀଧନ ପାଳନରୁ ଅଧିକ ଲାଭ ମିଳିପାରିବ ବୋଲି କହିଥିଲେ। — [130, 805, 354, 947]
mcl-text-2: ଏମ୍‌ସିଏଲ୍ ଦ୍ୱାରା ଚାଲିଥିବା ରାସ୍ତା କାମକୁ ବିରୋଧ କରିଥିବା ଚାରି ମହିଳାଙ୍କୁ ପୋଲିସ ଗିରଫ କରିଛି। ଗ୍ରାମବାସୀଙ୍କ ଅଭିଯୋଗ, ରାସ୍ତା କାମ ଯୋଗୁଁ ଧୂଳି ପ୍ରଦୂଷଣ ବଢ଼ିଛି ଏବଂ ଘର କ୍ଷତିଗ୍ରସ୍ତ ହେଉଛି। କ୍ଷତିପୂରଣ ଦାବି କରି ସେମାନେ କାମ ବନ୍ଦ କରାଇଥିଲେ। ପରେ ପୋଲିସ ଘଟଣାସ୍ଥଳରେ ପହଞ୍ଚି ସେମାନଙ୍କୁ ଗିରଫ କରିଥିଲା। ଏହାକୁ ନେଇ ଅଞ୍ଚଳରେ ଉତ୍ତେଜନା ପ୍ରକାଶ ପାଇଛି। — [1014, 1713, 1210, 1867]
gold-text-1: ଢେଙ୍କାନାଳ ସଦର ଥାନା ଅନ୍ତର୍ଗତ ଏକ ରାସ୍ତାରେ ଜଣେ ମହିଳାଙ୍କ ବେକରୁ ସୁନା ଚେନ୍ ଛଡ଼ାଇ ନେଇ ଦୁଷ୍କର୍ମକାରୀ ଫେରାର ହୋଇଯାଇଛନ୍ତି। ପୀଡ଼ିତା ଥାନାରେ ଅଭିଯୋଗ କରିଛନ୍ତି। ପୋଲିସ ତଦନ୍ତ ଆରମ୍ଭ କରିଛି। ଅଭିଯୁକ୍ତଙ୍କୁ ଶୀଘ୍ର ଗିରଫ କରାଯିବ ବୋଲି ପୋଲିସ କହିଛି। — [914, 572, 1192, 638]
